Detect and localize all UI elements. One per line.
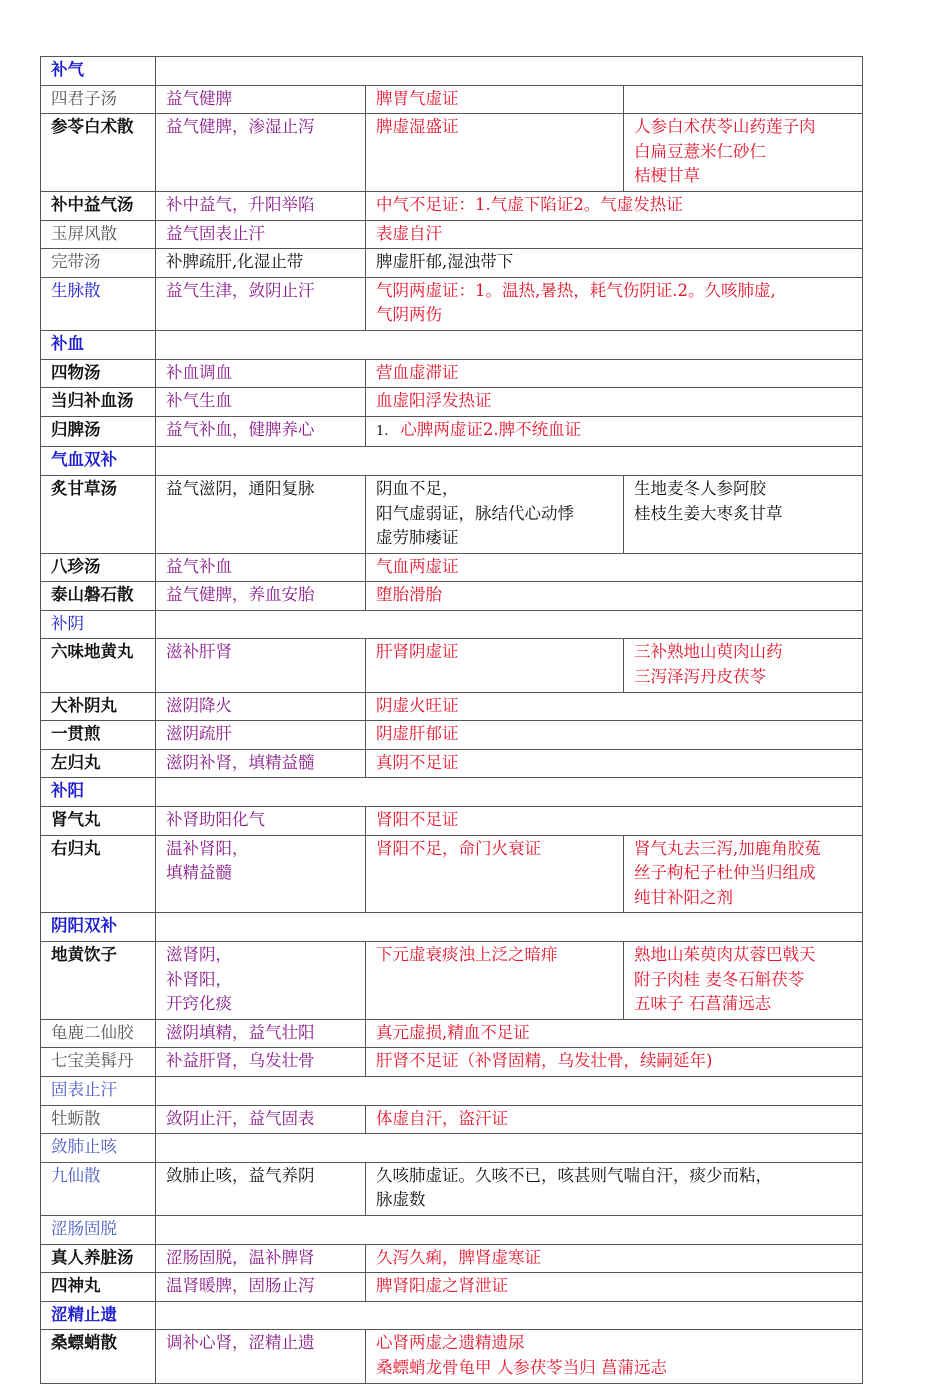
section-row <box>41 1215 863 1244</box>
formula-syndrome <box>366 807 863 836</box>
formula-name: 龟鹿二仙胶 <box>41 1019 156 1048</box>
section-blank <box>156 330 863 359</box>
formula-syndrome <box>366 639 624 692</box>
effect-line: 补血调血 <box>166 362 232 382</box>
formula-effect <box>156 277 366 330</box>
syndrome-line: 脾虚肝郁,湿浊带下 <box>376 252 514 272</box>
formula-name: 七宝美髯丹 <box>41 1048 156 1077</box>
formula-effect <box>156 416 366 447</box>
formula-name: 九仙散 <box>41 1162 156 1215</box>
formula-syndrome <box>366 835 624 913</box>
formula-effect <box>156 639 366 692</box>
syndrome-line: 脉虚数 <box>376 1190 426 1210</box>
formula-syndrome <box>366 553 863 582</box>
effect-line: 滋肾阴， <box>166 945 232 964</box>
syndrome-line: 脾肾阳虚之肾泄证 <box>376 1276 508 1296</box>
formula-composition <box>624 475 863 553</box>
syndrome-line: 气血两虚证 <box>376 556 459 576</box>
formula-effect <box>156 582 366 611</box>
syndrome-line: 气阴两伤 <box>376 305 442 325</box>
composition-line: 三泻泽泻丹皮茯苓 <box>634 667 766 687</box>
section-name: 涩精止遗 <box>41 1301 156 1330</box>
composition-line: 白扁豆薏米仁砂仁 <box>634 141 766 161</box>
composition-line: 桂枝生姜大枣炙甘草 <box>634 503 783 523</box>
formula-row <box>41 1273 863 1302</box>
formula-row <box>41 359 863 388</box>
formula-syndrome <box>366 1048 863 1077</box>
effect-line: 开窍化痰 <box>166 994 232 1014</box>
formula-syndrome <box>366 388 863 417</box>
effect-line: 益气补血，健脾养心 <box>166 419 315 439</box>
formula-effect <box>156 359 366 388</box>
composition-line: 熟地山茱萸肉苁蓉巴戟天 <box>634 945 816 964</box>
formula-name: 真人养脏汤 <box>41 1244 156 1273</box>
effect-line: 补脾疏肝,化湿止带 <box>166 252 304 272</box>
effect-line: 敛阴止汗，益气固表 <box>166 1108 315 1128</box>
section-name: 补血 <box>41 330 156 359</box>
formula-row <box>41 475 863 553</box>
syndrome-line: 真阴不足证 <box>376 752 459 772</box>
formula-row <box>41 1330 863 1383</box>
effect-line: 温补肾阳， <box>166 838 249 858</box>
effect-line: 益气滋阴，通阳复脉 <box>166 478 315 498</box>
formula-syndrome <box>366 416 863 447</box>
effect-line: 补中益气，升阳举陷 <box>166 194 315 214</box>
formula-effect <box>156 1162 366 1215</box>
formula-name: 四物汤 <box>41 359 156 388</box>
syndrome-line: 体虚自汗，盗汗证 <box>376 1108 508 1128</box>
formula-syndrome <box>366 85 624 114</box>
formula-row <box>41 749 863 778</box>
formula-name: 泰山磐石散 <box>41 582 156 611</box>
composition-line: 肾气丸去三泻,加鹿角胶菟 <box>634 838 821 858</box>
formula-row <box>41 1019 863 1048</box>
section-row <box>41 913 863 942</box>
effect-line: 补气生血 <box>166 391 232 411</box>
syndrome-line: 桑螵蛸龙骨龟甲 人参茯苓当归 菖蒲远志 <box>376 1357 667 1377</box>
formula-effect <box>156 942 366 1020</box>
formula-effect <box>156 114 366 192</box>
formula-effect <box>156 553 366 582</box>
formula-syndrome <box>366 1162 863 1215</box>
syndrome-line: 心肾两虚之遗精遗尿 <box>376 1333 525 1353</box>
syndrome-line: 虚劳肺痿证 <box>376 528 459 548</box>
formula-row <box>41 416 863 447</box>
syndrome-line: 肝肾不足证（补肾固精，乌发壮骨，续嗣延年) <box>376 1051 713 1071</box>
syndrome-line: 堕胎滑胎 <box>376 585 442 605</box>
formula-name: 四君子汤 <box>41 85 156 114</box>
formula-name: 四神丸 <box>41 1273 156 1302</box>
formula-effect <box>156 807 366 836</box>
syndrome-line: 真元虚损,精血不足证 <box>376 1022 530 1042</box>
formula-syndrome <box>366 942 624 1020</box>
syndrome-line: 阴血不足， <box>376 478 459 498</box>
composition-line: 纯甘补阳之剂 <box>634 887 733 907</box>
formula-row <box>41 220 863 249</box>
composition-line: 人参白术茯苓山药莲子肉 <box>634 117 816 137</box>
formula-table <box>40 56 863 1384</box>
formula-row <box>41 553 863 582</box>
formula-row <box>41 1048 863 1077</box>
effect-line: 滋阴填精，益气壮阳 <box>166 1022 315 1042</box>
formula-effect <box>156 85 366 114</box>
effect-line: 益气补血 <box>166 556 232 576</box>
formula-composition <box>624 639 863 692</box>
composition-line: 桔梗甘草 <box>634 166 700 186</box>
composition-line: 三补熟地山萸肉山药 <box>634 642 783 662</box>
syndrome-line: 阴虚火旺证 <box>376 695 459 715</box>
syndrome-line: 表虚自汗 <box>376 223 442 243</box>
formula-row <box>41 249 863 278</box>
formula-row <box>41 1105 863 1134</box>
formula-effect <box>156 1244 366 1273</box>
effect-line: 益气健脾，养血安胎 <box>166 585 315 605</box>
formula-name: 当归补血汤 <box>41 388 156 417</box>
formula-name: 一贯煎 <box>41 721 156 750</box>
section-blank <box>156 1076 863 1105</box>
syndrome-line: 久咳肺虚证。久咳不已，咳甚则气喘自汗，痰少而粘， <box>376 1165 772 1185</box>
syndrome-line: 心脾两虚证2.脾不统血证 <box>400 419 582 439</box>
formula-row <box>41 1244 863 1273</box>
formula-name: 炙甘草汤 <box>41 475 156 553</box>
section-row <box>41 1076 863 1105</box>
syndrome-line: 下元虚衰痰浊上泛之暗痱 <box>376 945 558 964</box>
formula-effect <box>156 220 366 249</box>
section-name: 涩肠固脱 <box>41 1215 156 1244</box>
formula-row <box>41 639 863 692</box>
formula-effect <box>156 1330 366 1383</box>
formula-syndrome <box>366 475 624 553</box>
formula-effect <box>156 721 366 750</box>
formula-effect <box>156 475 366 553</box>
formula-name: 六味地黄丸 <box>41 639 156 692</box>
formula-syndrome <box>366 749 863 778</box>
formula-row <box>41 85 863 114</box>
formula-row <box>41 721 863 750</box>
formula-row <box>41 807 863 836</box>
section-blank <box>156 447 863 476</box>
syndrome-line: 阳气虚弱证，脉结代心动悸 <box>376 503 574 523</box>
section-row <box>41 330 863 359</box>
formula-effect <box>156 191 366 220</box>
formula-syndrome <box>366 277 863 330</box>
formula-row <box>41 692 863 721</box>
section-row <box>41 610 863 639</box>
formula-row <box>41 277 863 330</box>
formula-row <box>41 388 863 417</box>
formula-name: 补中益气汤 <box>41 191 156 220</box>
composition-line: 五味子 石菖蒲远志 <box>634 994 772 1014</box>
section-name: 补气 <box>41 57 156 86</box>
formula-name: 归脾汤 <box>41 416 156 447</box>
formula-name: 大补阴丸 <box>41 692 156 721</box>
formula-effect <box>156 249 366 278</box>
formula-composition <box>624 835 863 913</box>
formula-syndrome <box>366 1019 863 1048</box>
effect-line: 滋阴降火 <box>166 695 232 715</box>
section-blank <box>156 1134 863 1163</box>
effect-line: 益气固表止汗 <box>166 223 265 243</box>
syndrome-line: 脾胃气虚证 <box>376 88 459 108</box>
formula-syndrome <box>366 1330 863 1383</box>
formula-row <box>41 942 863 1020</box>
section-row <box>41 778 863 807</box>
formula-syndrome <box>366 191 863 220</box>
effect-line: 温肾暖脾，固肠止泻 <box>166 1276 315 1296</box>
syndrome-line: 肾阳不足，命门火衰证 <box>376 838 541 858</box>
formula-name: 生脉散 <box>41 277 156 330</box>
formula-syndrome <box>366 582 863 611</box>
syndrome-line: 血虚阳浮发热证 <box>376 391 492 411</box>
effect-line: 补益肝肾，乌发壮骨 <box>166 1051 315 1071</box>
effect-line: 填精益髓 <box>166 863 232 883</box>
syndrome-line: 脾虚湿盛证 <box>376 117 459 137</box>
formula-effect <box>156 1273 366 1302</box>
formula-name: 右归丸 <box>41 835 156 913</box>
syndrome-line: 中气不足证：1.气虚下陷证2。气虚发热证 <box>376 194 683 214</box>
syndrome-number: 1. <box>376 423 389 439</box>
syndrome-line: 肝肾阴虚证 <box>376 642 459 662</box>
section-name: 气血双补 <box>41 447 156 476</box>
formula-composition <box>624 85 863 114</box>
formula-syndrome <box>366 249 863 278</box>
formula-row <box>41 191 863 220</box>
section-blank <box>156 1215 863 1244</box>
section-row <box>41 57 863 86</box>
section-blank <box>156 913 863 942</box>
formula-name: 玉屏风散 <box>41 220 156 249</box>
formula-name: 桑螵蛸散 <box>41 1330 156 1383</box>
formula-name: 左归丸 <box>41 749 156 778</box>
effect-line: 敛肺止咳，益气养阴 <box>166 1165 315 1185</box>
effect-line: 益气生津，敛阴止汗 <box>166 280 315 300</box>
formula-effect <box>156 749 366 778</box>
syndrome-line: 久泻久痢，脾肾虚寒证 <box>376 1247 541 1267</box>
formula-row <box>41 835 863 913</box>
formula-name: 肾气丸 <box>41 807 156 836</box>
section-name: 固表止汗 <box>41 1076 156 1105</box>
formula-effect <box>156 835 366 913</box>
formula-syndrome <box>366 1273 863 1302</box>
formula-effect <box>156 1105 366 1134</box>
effect-line: 滋补肝肾 <box>166 642 232 662</box>
section-blank <box>156 610 863 639</box>
formula-syndrome <box>366 114 624 192</box>
formula-row <box>41 114 863 192</box>
effect-line: 滋阴补肾，填精益髓 <box>166 752 315 772</box>
formula-syndrome <box>366 692 863 721</box>
section-row <box>41 1301 863 1330</box>
formula-name: 完带汤 <box>41 249 156 278</box>
effect-line: 涩肠固脱，温补脾肾 <box>166 1247 315 1267</box>
section-blank <box>156 778 863 807</box>
syndrome-line: 阴虚肝郁证 <box>376 724 459 744</box>
formula-syndrome <box>366 359 863 388</box>
formula-row <box>41 582 863 611</box>
formula-composition <box>624 114 863 192</box>
formula-name: 参苓白术散 <box>41 114 156 192</box>
section-name: 补阴 <box>41 610 156 639</box>
section-name: 敛肺止咳 <box>41 1134 156 1163</box>
formula-table-body <box>41 57 863 1384</box>
formula-effect <box>156 388 366 417</box>
section-row <box>41 447 863 476</box>
formula-syndrome <box>366 1244 863 1273</box>
section-name: 阴阳双补 <box>41 913 156 942</box>
formula-effect <box>156 1019 366 1048</box>
effect-line: 调补心肾，涩精止遗 <box>166 1333 315 1353</box>
formula-row <box>41 1162 863 1215</box>
formula-name: 地黄饮子 <box>41 942 156 1020</box>
effect-line: 补肾阳， <box>166 969 232 989</box>
formula-name: 八珍汤 <box>41 553 156 582</box>
section-row <box>41 1134 863 1163</box>
formula-composition <box>624 942 863 1020</box>
section-blank <box>156 1301 863 1330</box>
section-blank <box>156 57 863 86</box>
formula-syndrome <box>366 1105 863 1134</box>
formula-syndrome <box>366 220 863 249</box>
formula-effect <box>156 692 366 721</box>
syndrome-line: 营血虚滞证 <box>376 362 459 382</box>
effect-line: 益气健脾 <box>166 88 232 108</box>
syndrome-line: 气阴两虚证：1。温热,暑热，耗气伤阴证.2。久咳肺虚, <box>376 280 776 300</box>
composition-line: 附子肉桂 麦冬石斛茯苓 <box>634 969 805 989</box>
effect-line: 滋阴疏肝 <box>166 724 232 744</box>
formula-effect <box>156 1048 366 1077</box>
composition-line: 生地麦冬人参阿胶 <box>634 478 766 498</box>
formula-name: 牡蛎散 <box>41 1105 156 1134</box>
effect-line: 补肾助阳化气 <box>166 810 265 830</box>
section-name: 补阳 <box>41 778 156 807</box>
effect-line: 益气健脾，渗湿止泻 <box>166 117 315 137</box>
syndrome-line: 肾阳不足证 <box>376 810 459 830</box>
composition-line: 丝子枸杞子杜仲当归组成 <box>634 863 816 883</box>
formula-syndrome <box>366 721 863 750</box>
